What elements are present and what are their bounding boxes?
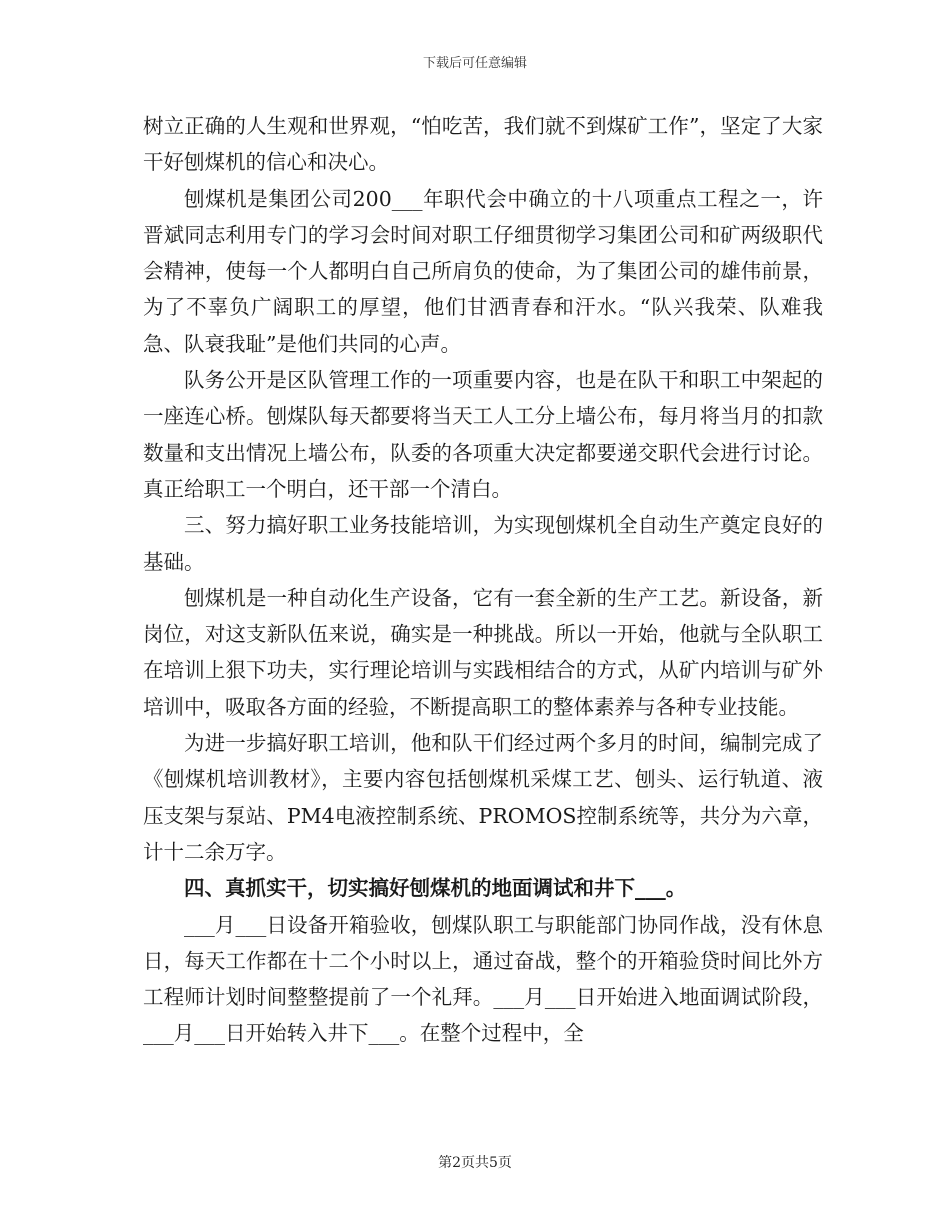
paragraph: 刨煤机是一种自动化生产设备，它有一套全新的生产工艺。新设备，新岗位，对这支新队伍来说，确实是一种挑战。所以一开始，他就与全队职工在培训上狠下功夫，实行理论培训与实践相结合的方式，从矿内培训与矿外培训中，吸取各方面的经验，不断提高职工的整体素养与各种专业技能。 xyxy=(143,585,823,719)
paragraph: 队务公开是区队管理工作的一项重要内容，也是在队干和职工中架起的一座连心桥。刨煤队每天都要将当天工人工分上墙公布，每月将当月的扣款数量和支出情况上墙公布，队委的各项重大决定都要递交职代会进行讨论。真正给职工一个明白，还干部一个清白。 xyxy=(143,368,823,501)
paragraph: ___月___日设备开箱验收，刨煤队职工与职能部门协同作战，没有休息日，每天工作都在十二个小时以上，通过奋战，整个的开箱验贷时间比外方工程师计划时间整整提前了一个礼拜。___月___日开始进入地面调试阶段，___月___日开始转入井下___。在整个过程中，全 xyxy=(143,912,823,1046)
page-header: 下载后可任意编辑 xyxy=(422,56,527,71)
section-heading: 三、努力搞好职工业务技能培训，为实现刨煤机全自动生产奠定良好的基础。 xyxy=(143,513,823,574)
page-number: 第2页共5页 xyxy=(438,1155,512,1171)
paragraph: 刨煤机是集团公司200___年职代会中确立的十八项重点工程之一，许晋斌同志利用专门的学习会时间对职工仔细贯彻学习集团公司和矿两级职代会精神，使每一个人都明白自己所肩负的使命，为了集团公司的雄伟前景，为了不辜负广阔职工的厚望，他们甘洒青春和汗水。“队兴我荣、队难我急、队衰我耻”是他们共同的心声。 xyxy=(143,186,823,356)
document-body xyxy=(143,108,823,1052)
paragraph: 为进一步搞好职工培训，他和队干们经过两个多月的时间，编制完成了《刨煤机培训教材》，主要内容包括刨煤机采煤工艺、刨头、运行轨道、液压支架与泵站、PM4电液控制系统、PROMOS控制系统等，共分为六章，计十二余万字。 xyxy=(143,731,823,864)
paragraph: 树立正确的人生观和世界观，“怕吃苦，我们就不到煤矿工作”，坚定了大家干好刨煤机的信心和决心。 xyxy=(143,114,823,175)
section-heading: 四、真抓实干，切实搞好刨煤机的地面调试和井下___。 xyxy=(184,876,687,901)
